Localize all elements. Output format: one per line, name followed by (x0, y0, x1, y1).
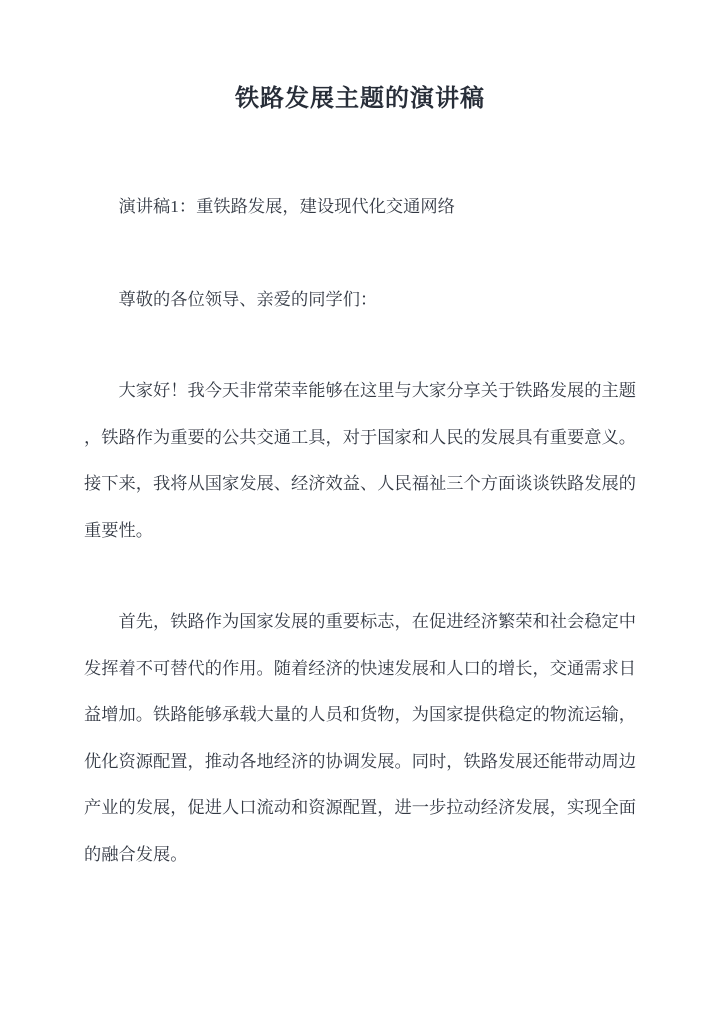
body-paragraph-2: 首先，铁路作为国家发展的重要标志，在促进经济繁荣和社会稳定中发挥着不可替代的作用。随着经济的快速发展和人口的增长，交通需求日益增加。铁路能够承载大量的人员和货物，为国家提供稳定的物流运输，优化资源配置，推动各地经济的协调发展。同时，铁路发展还能带动周边产业的发展，促进人口流动和资源配置，进一步拉动经济发展，实现全面的融合发展。 (84, 612, 637, 864)
greeting-paragraph: 尊敬的各位领导、亲爱的同学们： (118, 289, 378, 309)
document-title: 铁路发展主题的演讲稿 (235, 86, 485, 112)
body-paragraph-1: 大家好！我今天非常荣幸能够在这里与大家分享关于铁路发展的主题，铁路作为重要的公共交通工具，对于国家和人民的发展具有重要意义。接下来，我将从国家发展、经济效益、人民福祉三个方面谈谈铁路发展的重要性。 (84, 381, 637, 540)
speech-subtitle-paragraph: 演讲稿1：重铁路发展，建设现代化交通网络 (118, 197, 455, 216)
